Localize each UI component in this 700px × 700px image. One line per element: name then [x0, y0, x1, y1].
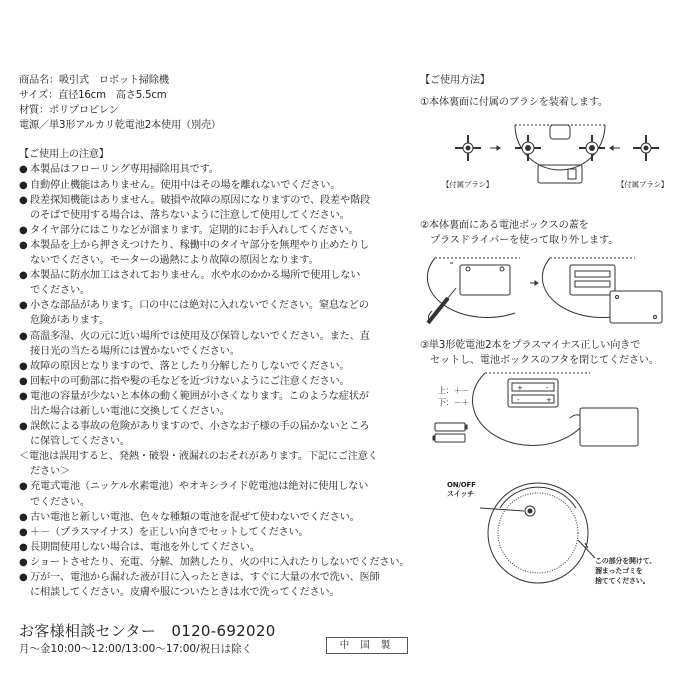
bullet-icon [19, 313, 30, 328]
caution-item [19, 540, 414, 555]
bullet-icon [19, 253, 30, 268]
bullet-icon [19, 495, 30, 510]
caution-text: でください。 [30, 496, 90, 508]
bullet-icon [19, 434, 30, 449]
caution-item [19, 479, 414, 494]
caution-text: 電池の容量が少ないと本体の動く範囲が小さくなります。このような症状が [30, 390, 369, 402]
dust-note-line-3: 捨ててください。 [595, 577, 650, 585]
brush-label-left: 【付属ブラシ】 [442, 180, 494, 189]
bullet-icon: ● [19, 421, 28, 433]
caution-item [19, 298, 414, 313]
support-center-title: お客様相談センター 0120-692020 [19, 622, 276, 640]
bullet-icon: ● [19, 556, 28, 568]
caution-text: に相談してください。皮膚や服についたときは水で洗ってください。 [30, 587, 340, 599]
caution-text: に保管してください。 [30, 436, 130, 448]
bullet-icon: ● [19, 179, 28, 191]
svg-text:-: - [517, 396, 520, 404]
caution-item [19, 389, 414, 404]
bullet-icon: ● [19, 541, 28, 553]
caution-item-continued [19, 344, 414, 359]
bullet-icon: ● [19, 390, 28, 402]
caution-item [19, 162, 414, 177]
loose-brush-right-icon [633, 135, 659, 161]
left-column [19, 73, 414, 600]
caution-item [19, 359, 414, 374]
caution-text: 出た場合は新しい電池に交換してください。 [30, 405, 230, 417]
usage-step-1: ①本体裏面に付属のブラシを装着します。 [420, 97, 608, 108]
battery-pair-icon [433, 423, 467, 442]
battery-cover [580, 408, 638, 446]
caution-item [19, 374, 414, 389]
caution-item-continued [19, 495, 414, 510]
caution-text: タイヤ部分にはこりなどが溜まります。定期的にお手入れしてください。 [30, 224, 359, 236]
caution-text: 本製品はフローリング専用掃除用具です。 [30, 164, 219, 176]
caution-list [19, 162, 414, 449]
usage-step-2-line-2: プラスドライバーを使って取り外します。 [420, 235, 619, 246]
caution-item [19, 223, 414, 238]
caution-item [19, 525, 414, 540]
caution-text: 万が一、電池から漏れた液が目に入ったときは、すぐに大量の水で洗い、医師 [30, 572, 380, 583]
caution-text: 段差探知機能はありません。破損や故障の原因になりますので、段差や階段 [30, 194, 370, 206]
bullet-icon: ● [19, 330, 28, 342]
bullet-icon: ● [19, 375, 28, 387]
caution-item [19, 178, 414, 193]
attached-brush-left-icon [515, 135, 541, 161]
bullet-icon: ● [19, 224, 28, 236]
bullet-icon [19, 283, 30, 298]
caution-item-continued [19, 283, 414, 298]
caution-text: 危険があります。 [30, 315, 110, 327]
caution-text: 接日光の当たる場所には置かないでください。 [30, 345, 240, 357]
caution-item-continued [19, 253, 414, 268]
svg-text:-: - [546, 384, 549, 392]
loose-brush-left-icon [455, 135, 481, 161]
svg-text:+: + [517, 384, 523, 392]
caution-item-continued [19, 313, 414, 328]
caution-text: 長期間使用しない場合は、電池を外してください。 [30, 541, 260, 553]
caution-text: 高温多湿、火の元に近い場所では使用及び保管しないでください。また、直 [30, 330, 370, 342]
bullet-icon: ● [19, 572, 28, 583]
caution-item [19, 193, 414, 208]
battery-cover-removal-diagram [420, 253, 690, 333]
caution-item [19, 329, 414, 344]
caution-item [19, 268, 414, 283]
bullet-icon [19, 585, 30, 600]
bullet-icon [19, 208, 30, 223]
caution-text: 本製品を上から押さえつけたり、稼働中のタイヤ部分を無理やり止めたりし [30, 239, 370, 251]
caution-text: 小さな部品があります。口の中には絶対に入れないでください。窒息などの [30, 300, 369, 312]
bullet-icon: ● [19, 360, 28, 372]
caution-item [19, 419, 414, 434]
caution-item-continued [19, 434, 414, 449]
battery-insert-diagram [420, 373, 690, 458]
caution-item [19, 570, 414, 585]
bullet-icon: ● [19, 481, 28, 493]
caution-item-continued [19, 404, 414, 419]
caution-text: 古い電池と新しい電池、色々な種類の電池を混ぜて使わないでください。 [30, 511, 360, 523]
usage-step-2-line-1: ②本体裏面にある電池ボックスの蓋を [420, 220, 589, 231]
top-view-diagram [420, 478, 690, 588]
cautions-heading: 【ご使用上の注意】 [19, 149, 109, 161]
bullet-icon [19, 404, 30, 419]
support-hours: 月～金10:00～12:00/13:00～17:00/祝日は除く [19, 643, 253, 655]
battery-warning-line-2: ださい＞ [30, 466, 70, 478]
battery-caution-list [19, 479, 414, 600]
caution-item-continued [19, 208, 414, 223]
bullet-icon: ● [19, 194, 28, 206]
caution-text: 充電式電池（ニッケル水素電池）やオキシライド乾電池は絶対に使用しない [30, 481, 369, 493]
bullet-icon: ● [19, 239, 28, 251]
caution-text: 自動停止機能はありません。使用中はその場を離れないでください。 [30, 179, 341, 191]
caution-text: のそばで使用する場合は、落ちないように注意して使用してください。 [30, 209, 350, 221]
caution-item [19, 510, 414, 525]
product-material: 材質：ポリプロピレン [19, 105, 119, 117]
dust-note-line-1: この部分を開けて、 [595, 557, 657, 565]
caution-text: でください。 [30, 285, 90, 297]
brush-label-right: 【付属ブラシ】 [617, 180, 669, 189]
battery-orientation-lower: 下：－＋ [438, 398, 470, 407]
product-size: サイズ：直径16cm 高さ5.5cm [19, 90, 167, 102]
dust-note-line-2: 溜まったゴミを [595, 567, 643, 575]
usage-step-3-line-1: ③単3形乾電池2本をプラスマイナス正しい向きで [420, 340, 641, 351]
caution-item-continued [19, 585, 414, 600]
origin-label: 中 国 製 [326, 637, 408, 654]
caution-text: ないでください。モーターの過熱により故障の原因となります。 [30, 255, 319, 267]
caution-text: ＋－（プラスマイナス）を正しい向きでセットしてください。 [30, 526, 309, 538]
attached-brush-right-icon [579, 135, 605, 161]
caution-text: 誤飲による事故の危険がありますので、小さなお子様の手の届かないところ [30, 421, 370, 433]
caution-text: 本製品に防水加工はされておりません。水や水のかかる場所で使用しない [30, 270, 361, 282]
usage-step-3-line-2: セットし、電池ボックスのフタを閉じてください。 [420, 355, 659, 366]
brush-attach-diagram [420, 115, 690, 200]
caution-item [19, 555, 414, 570]
battery-warning-line-1: ＜電池は誤用すると、発熱・破裂・液漏れのおそれがあります。下記にご注意く [19, 451, 378, 463]
bullet-icon: ● [19, 270, 28, 282]
bullet-icon: ● [19, 511, 28, 523]
product-power: 電源／単3形アルカリ乾電池2本使用（別売） [19, 120, 221, 132]
bullet-icon [19, 344, 30, 359]
caution-text: 回転中の可動部に指や髪の毛などを近づけないようにご注意ください。 [30, 375, 350, 387]
usage-heading: 【ご使用方法】 [420, 75, 490, 86]
product-name: 商品名：吸引式 ロボット掃除機 [19, 75, 169, 86]
caution-item [19, 238, 414, 253]
switch-label-line-1: ON/OFF [447, 481, 476, 489]
bullet-icon: ● [19, 164, 28, 176]
caution-text: 故障の原因となりますので、落としたり分解したりしないでください。 [30, 360, 350, 372]
bullet-icon: ● [19, 526, 28, 538]
bullet-icon: ● [19, 300, 28, 312]
battery-orientation-upper: 上：＋－ [438, 386, 470, 395]
caution-text: ショートさせたり、充電、分解、加熱したり、火の中に入れたりしないでください。 [30, 556, 410, 568]
svg-text:+: + [546, 396, 552, 404]
switch-label-line-2: スイッチ [447, 490, 474, 498]
